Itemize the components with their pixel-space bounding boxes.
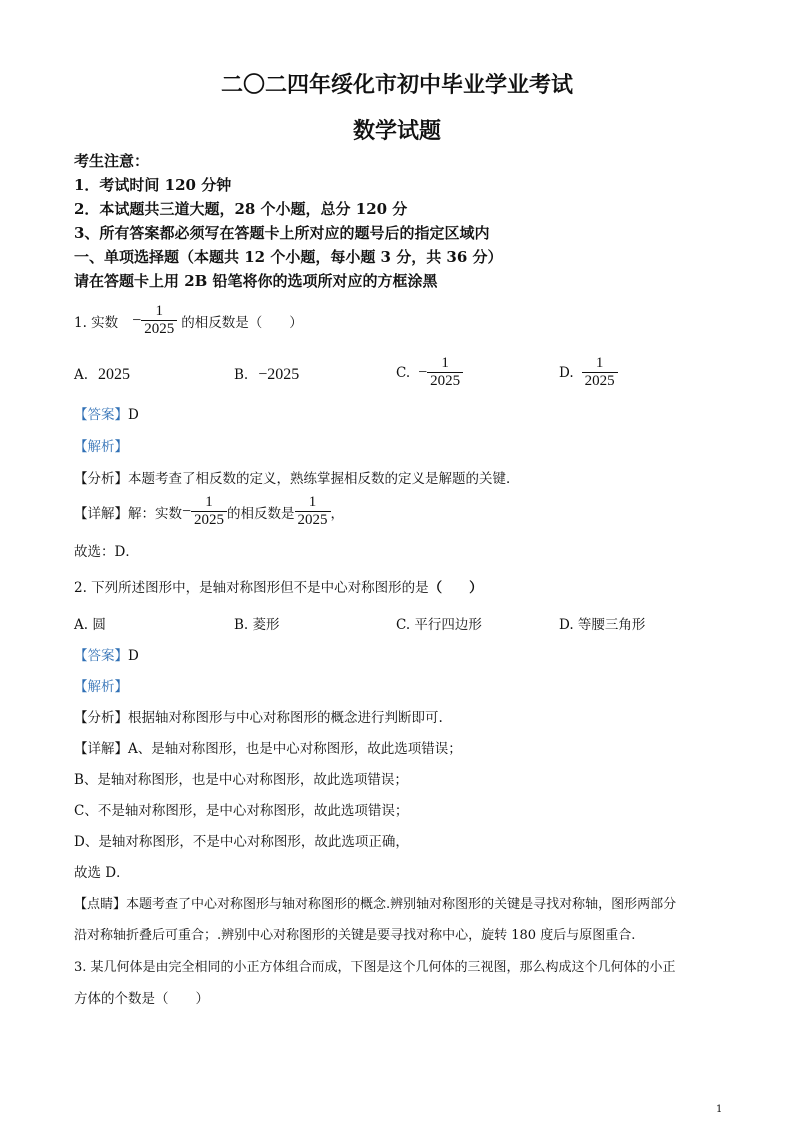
frac-num: 1 [595, 355, 604, 371]
q1-minus: − [132, 311, 142, 329]
exam-title: 二〇二四年绥化市初中毕业学业考试 [220, 72, 573, 98]
q1-answer [74, 403, 139, 423]
notice-item: 2．本试题共三道大题，28 个小题，总分 120 分 [74, 200, 408, 218]
detail-mid: 的相反数是 [227, 505, 295, 522]
q1-frac-num: 1 [155, 303, 163, 319]
q1-fraction [141, 303, 177, 338]
q2-comment-line: 沿对称轴折叠后可重合；.辨别中心对称图形的关键是要寻找对称中心，旋转 180 度后与原图重合. [74, 928, 636, 943]
detail-fraction [295, 494, 331, 529]
notice-heading: 考生注意： [74, 152, 150, 170]
notice-item: 3、所有答案都必须写在答题卡上所对应的题号后的指定区域内 [74, 224, 490, 242]
frac-den: 2025 [191, 511, 227, 529]
q2-conclusion: 故选 D． [74, 865, 130, 881]
q3-stem-line: 3. 某几何体是由完全相同的小正方体组合而成，下图是这个几何体的三视图，那么构成这个几何体的小正 [74, 960, 676, 975]
option-minus: − [418, 363, 428, 381]
q1-prefix: 1. 实数 [74, 314, 119, 331]
q1-detail [74, 494, 344, 529]
q2-option-c: C. 平行四边形 [396, 617, 482, 633]
section-heading: 一、单项选择题（本题共 12 个小题，每小题 3 分，共 36 分） [74, 248, 503, 266]
q1-analysis-tag: 【解析】 [74, 439, 128, 455]
option-fraction [582, 355, 618, 390]
option-label: B. [234, 367, 249, 383]
q1-option-b [234, 366, 299, 384]
q2-comment-line: 【点睛】本题考查了中心对称图形与轴对称图形的概念.辨别轴对称图形的关键是寻找对称轴，图形两部分 [74, 897, 677, 912]
q2-stem [74, 576, 483, 596]
q2-detail-line: C、不是轴对称图形，是中心对称图形，故此选项错误； [74, 803, 409, 819]
answer-value: D [128, 407, 139, 423]
q1-frac-den: 2025 [141, 320, 177, 338]
frac-num: 1 [205, 494, 213, 510]
detail-minus: − [182, 502, 192, 520]
answer-value: D [128, 648, 139, 664]
detail-prefix: 【详解】解：实数 [74, 505, 182, 522]
q2-detail-line: B、是轴对称图形，也是中心对称图形，故此选项错误； [74, 772, 408, 788]
answer-tag: 【答案】 [74, 648, 128, 664]
q2-fenxi: 【分析】根据轴对称图形与中心对称图形的概念进行判断即可. [74, 710, 443, 726]
q2-option-a: A. 圆 [74, 617, 106, 633]
frac-den: 2025 [582, 372, 618, 390]
q1-suffix: 的相反数是（ ） [181, 314, 303, 331]
detail-fraction [191, 494, 227, 529]
option-fraction [427, 355, 463, 390]
option-value: −2025 [258, 366, 300, 383]
page-number: 1 [716, 1104, 723, 1115]
option-label: A. [74, 367, 89, 383]
frac-den: 2025 [427, 372, 463, 390]
section-instruction: 请在答题卡上用 2B 铅笔将你的选项所对应的方框涂黑 [74, 272, 438, 290]
q2-option-d: D. 等腰三角形 [559, 617, 646, 633]
q3-stem-line: 方体的个数是（ ） [74, 991, 209, 1007]
q1-option-c [396, 355, 463, 390]
q1-option-d [559, 355, 618, 390]
q2-detail-line: D、是轴对称图形，不是中心对称图形，故此选项正确， [74, 834, 409, 850]
answer-tag: 【答案】 [74, 407, 128, 423]
q2-analysis-tag: 【解析】 [74, 679, 128, 695]
option-label: C. [396, 364, 411, 381]
notice-item: 1．考试时间 120 分钟 [74, 176, 232, 194]
q2-stem-text: 2. 下列所述图形中，是轴对称图形但不是中心对称图形的是 [74, 580, 429, 596]
frac-den: 2025 [295, 511, 331, 529]
q2-detail-line: 【详解】A、是轴对称图形，也是中心对称图形，故此选项错误； [74, 741, 462, 757]
q2-paren: （ ） [428, 580, 483, 596]
option-value: 2025 [98, 366, 131, 383]
frac-num: 1 [441, 355, 449, 371]
q1-option-a [74, 366, 130, 384]
q1-fenxi: 【分析】本题考查了相反数的定义，熟练掌握相反数的定义是解题的关键． [74, 471, 520, 487]
frac-num: 1 [308, 494, 317, 510]
q1-conclusion: 故选：D． [74, 544, 139, 560]
detail-end: ， [330, 505, 345, 522]
exam-subtitle: 数学试题 [352, 118, 441, 144]
q2-answer [74, 644, 139, 664]
option-label: D. [559, 364, 574, 381]
q2-option-b: B. 菱形 [234, 617, 280, 633]
q1-stem [74, 303, 303, 338]
